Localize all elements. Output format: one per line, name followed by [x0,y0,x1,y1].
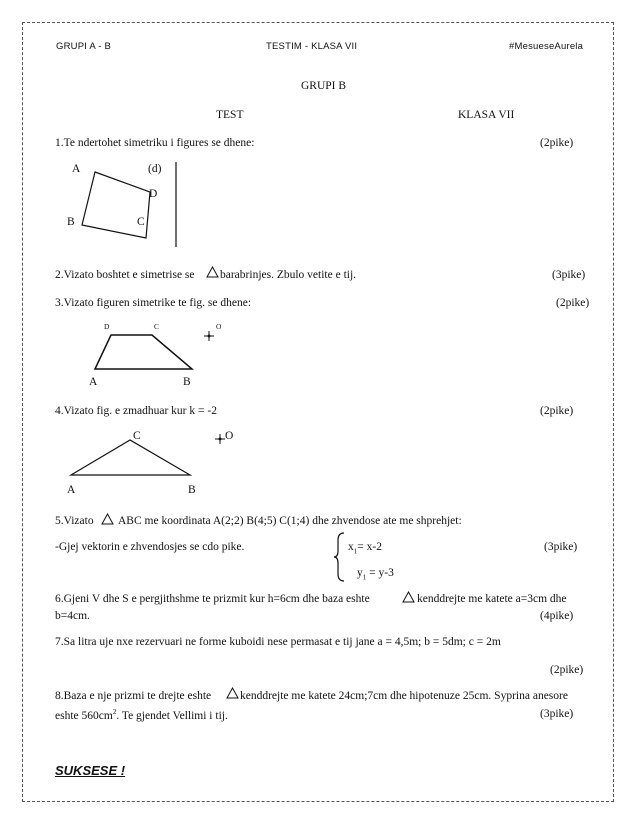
q4-label-a: A [67,484,76,496]
page-title: GRUPI B [301,80,347,92]
header-group: GRUPI A - B [56,41,111,52]
q1-label-a: A [72,163,81,175]
q5-equation-2: $y_1 = y-3$ [357,567,394,582]
subtitle-test: TEST [216,109,244,121]
subtitle-class: KLASA VII [458,109,515,121]
question-5-text-a: 5.Vizato [55,515,94,527]
q1-label-c: C [137,216,145,228]
q3-label-a: A [89,376,98,388]
q3-label-b: B [183,376,191,388]
question-4-text: 4.Vizato fig. e zmadhuar kur k = -2 [55,405,217,417]
q1-label-line: (d) [148,163,162,175]
q4-label-o: O [225,430,234,442]
q3-label-c: C [154,322,160,331]
q5-equation-1: $x_1= x-2$ [348,541,382,556]
header-test: TESTIM - KLASA VII [266,41,358,52]
question-8-line-2: eshte $560cm^2$. Te gjendet Vellimi i tij. [55,708,228,722]
question-4-points: (2pike) [540,405,574,417]
header-author: #MesueseAurela [509,41,584,52]
question-6-points: (4pike) [540,610,574,622]
question-2-text-b: barabrinjes. Zbulo vetite e tij. [220,269,357,281]
q4-label-c: C [133,430,141,442]
question-8-text-a: 8.Baza e nje prizmi te drejte eshte [55,690,212,702]
triangle-icon [402,591,415,603]
q3-label-o: O [216,322,222,331]
question-1-text: 1.Te ndertohet simetriku i figures se dhene: [55,137,255,149]
question-3-points: (2pike) [556,297,590,309]
q4-label-b: B [188,484,196,496]
q1-label-b: B [67,216,75,228]
question-5-text-b: ABC me koordinata A(2;2) B(4;5) C(1;4) dhe zhvendose ate me shprehjet: [118,515,462,527]
question-1-points: (2pike) [540,137,574,149]
question-6-text-a: 6.Gjeni V dhe S e pergjithshme te prizmit kur h=6cm dhe baza eshte [55,593,370,605]
question-6-line-2: b=4cm. [55,610,90,622]
question-8-points: (3pike) [540,708,574,720]
question-7-text: 7.Sa litra uje nxe rezervuari ne forme kuboidi nese permasat e tij jane a = 4,5m; b = 5dm; c = 2m [55,636,501,648]
question-5-line-2: -Gjej vektorin e zhvendosjes se cdo pike. [55,541,245,553]
question-8-text-b: kenddrejte me katete 24cm;7cm dhe hipotenuze 25cm. Syprina anesore [240,690,568,702]
q1-label-d: D [149,188,158,200]
question-5-points: (3pike) [544,541,578,553]
question-2-text-a: 2.Vizato boshtet e simetrise se [55,269,195,281]
footer-message: SUKSESE ! [55,763,126,778]
question-3-text: 3.Vizato figuren simetrike te fig. se dhene: [55,297,252,309]
question-7-points: (2pike) [550,664,584,676]
question-2-points: (3pike) [552,269,586,281]
q3-label-d: D [104,322,110,331]
question-6-text-b: kenddrejte me katete a=3cm dhe [417,593,567,605]
triangle-icon [226,687,239,699]
